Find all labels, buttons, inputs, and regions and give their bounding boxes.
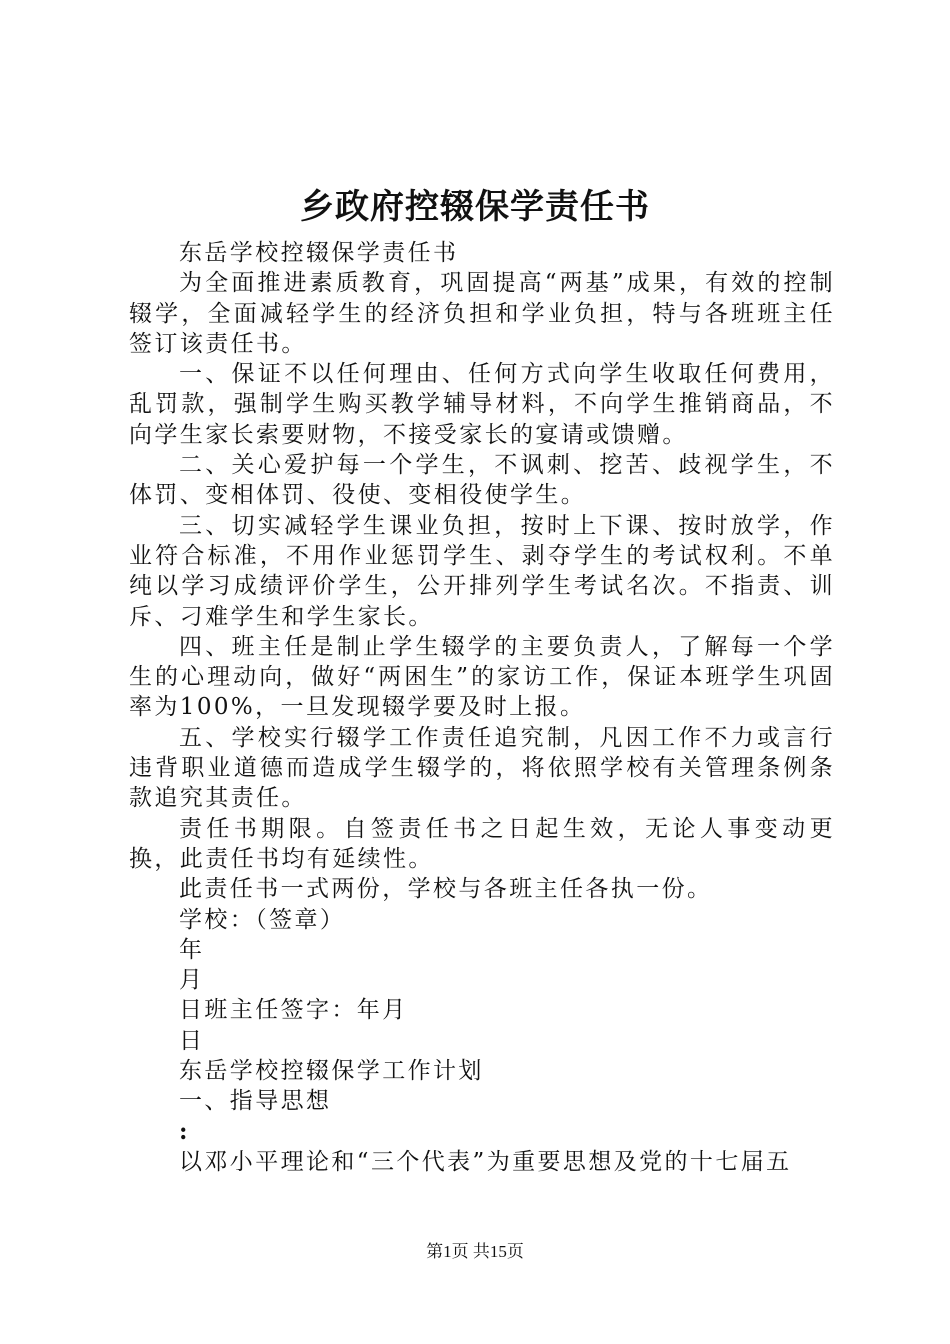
paragraph-clause-3: 三、切实减轻学生课业负担，按时上下课、按时放学，作业符合标准，不用作业惩罚学生、剥夺学生的考试权利。不单纯以学习成绩评价学生，公开排列学生考试名次。不指责、训斥、刁难学生和学生家长。 <box>129 512 835 630</box>
section-heading-plan: 东岳学校控辍保学工作计划 <box>179 1058 484 1085</box>
paragraph-term: 责任书期限。自签责任书之日起生效，无论人事变动更换，此责任书均有延续性。 <box>129 815 835 872</box>
page-number-footer: 第1页 共15页 <box>426 1242 524 1261</box>
paragraph-clause-2: 二、关心爱护每一个学生，不讽刺、挖苦、歧视学生，不体罚、变相体罚、役使、变相役使学生。 <box>129 452 835 509</box>
paragraph-clause-4: 四、班主任是制止学生辍学的主要负责人，了解每一个学生的心理动向，做好“两困生”的家访工作，保证本班学生巩固率为100%，一旦发现辍学要及时上报。 <box>129 633 835 721</box>
section-heading-guiding: 一、指导思想 <box>179 1088 332 1115</box>
paragraph-clause-5: 五、学校实行辍学工作责任追究制，凡因工作不力或言行违背职业道德而造成学生辍学的，将依照学校有关管理条例条款追究其责任。 <box>129 724 835 812</box>
signature-school: 学校：（签章） <box>179 906 346 933</box>
document-title: 乡政府控辍保学责任书 <box>300 187 650 227</box>
signature-year: 年 <box>179 936 205 963</box>
signature-teacher: 日班主任签字：年月 <box>179 997 408 1024</box>
paragraph-intro: 为全面推进素质教育，巩固提高“两基”成果，有效的控制辍学，全面减轻学生的经济负担和学业负担，特与各班班主任签订该责任书。 <box>129 270 835 357</box>
paragraph-subtitle: 东岳学校控辍保学责任书 <box>179 240 459 266</box>
paragraph-guiding-text: 以邓小平理论和“三个代表”为重要思想及党的十七届五 <box>179 1148 792 1175</box>
paragraph-copies: 此责任书一式两份，学校与各班主任各执一份。 <box>179 876 713 903</box>
paragraph-clause-1: 一、保证不以任何理由、任何方式向学生收取任何费用，乱罚款，强制学生购买教学辅导材料，不向学生推销商品，不向学生家长索要财物，不接受家长的宴请或馈赠。 <box>129 361 835 448</box>
document-body <box>129 238 835 1177</box>
colon-line: : <box>179 1117 190 1145</box>
signature-month: 月 <box>179 967 205 994</box>
signature-day: 日 <box>179 1027 205 1054</box>
